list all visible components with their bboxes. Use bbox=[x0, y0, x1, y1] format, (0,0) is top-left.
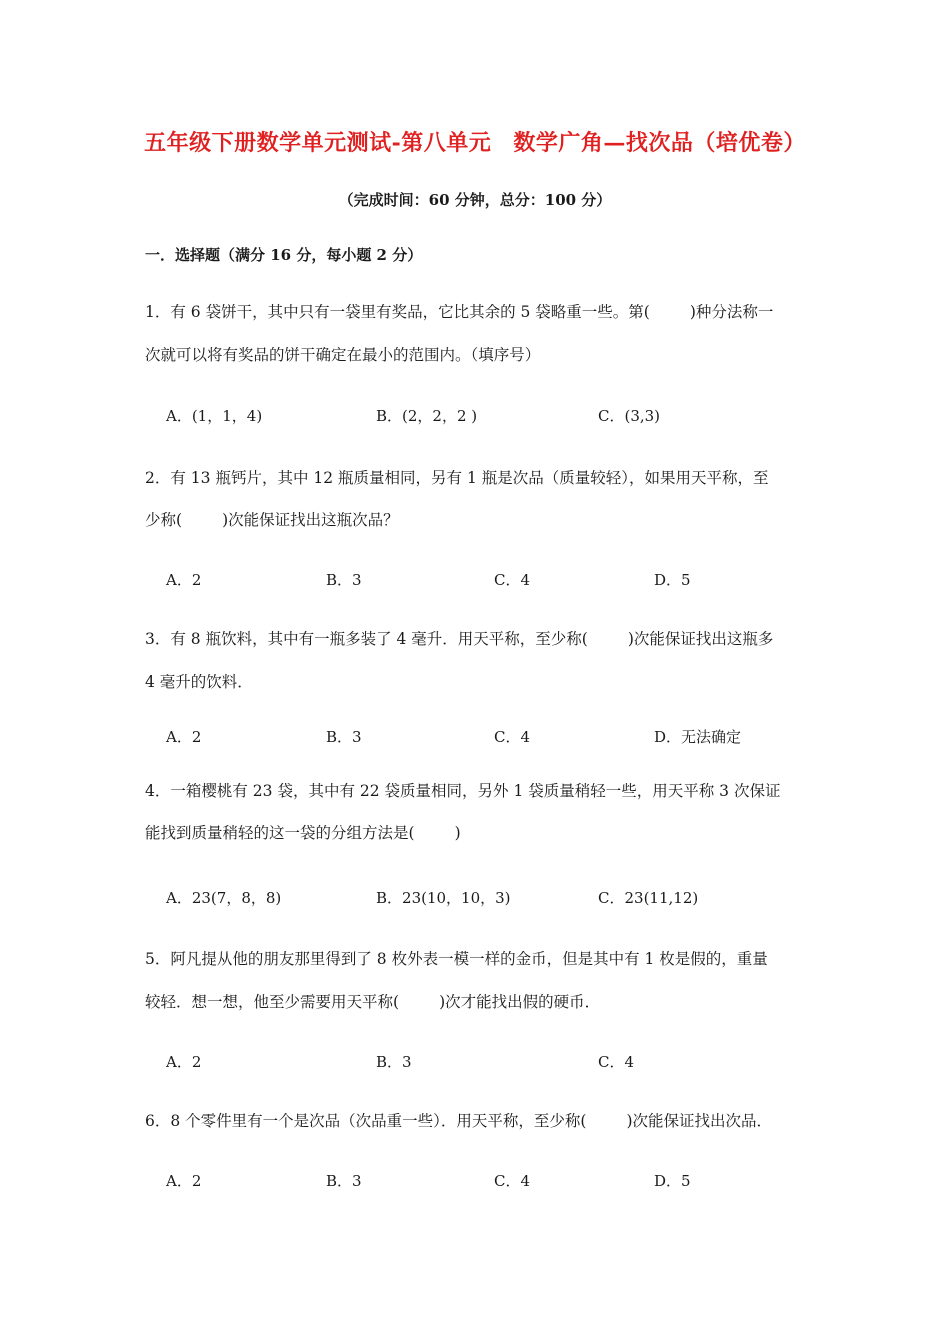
question-2-line-2: 少称( )次能保证找出这瓶次品？ bbox=[145, 511, 399, 529]
question-4-line-2: 能找到质量稍轻的这一袋的分组方法是( ) bbox=[145, 824, 461, 842]
question-1-option-a: A．(1，1，4) bbox=[166, 407, 263, 425]
question-2-option-a: A．2 bbox=[166, 571, 202, 589]
question-5-option-a: A．2 bbox=[166, 1053, 202, 1071]
question-2-line-1: 2．有 13 瓶钙片，其中 12 瓶质量相同，另有 1 瓶是次品（质量较轻），如果用天平称，至 bbox=[145, 469, 769, 487]
question-3-line-2: 4 毫升的饮料． bbox=[145, 673, 253, 691]
page-subtitle: （完成时间：60 分钟，总分：100 分） bbox=[338, 191, 612, 209]
question-1-option-b: B．(2，2，2 ) bbox=[376, 407, 478, 425]
question-4-option-c: C．23(11,12) bbox=[598, 889, 699, 907]
question-4-line-1: 4．一箱樱桃有 23 袋，其中有 22 袋质量相同，另外 1 袋质量稍轻一些，用天平称 3 次保证 bbox=[145, 782, 781, 800]
question-3-option-d: D．无法确定 bbox=[654, 728, 742, 746]
question-5-option-c: C．4 bbox=[598, 1053, 635, 1071]
question-3-line-1: 3．有 8 瓶饮料，其中有一瓶多装了 4 毫升．用天平称，至少称( )次能保证找出这瓶多 bbox=[145, 630, 774, 648]
question-1-option-c: C．(3,3) bbox=[598, 407, 661, 425]
question-5-line-1: 5．阿凡提从他的朋友那里得到了 8 枚外表一模一样的金币，但是其中有 1 枚是假的，重量 bbox=[145, 950, 768, 968]
question-4-option-b: B．23(10，10，3) bbox=[376, 889, 511, 907]
question-6-option-c: C．4 bbox=[494, 1172, 531, 1190]
question-3-option-b: B．3 bbox=[326, 728, 362, 746]
title-left: 五年级下册数学单元测试-第八单元 bbox=[144, 130, 492, 156]
question-2-option-c: C．4 bbox=[494, 571, 531, 589]
question-1-line-2: 次就可以将有奖品的饼干确定在最小的范围内。（填序号） bbox=[145, 346, 541, 364]
question-2-option-d: D．5 bbox=[654, 571, 691, 589]
question-2-option-b: B．3 bbox=[326, 571, 362, 589]
question-5-line-2: 较轻．想一想，他至少需要用天平称( )次才能找出假的硬币． bbox=[145, 993, 601, 1011]
question-3-option-a: A．2 bbox=[166, 728, 202, 746]
question-6-option-b: B．3 bbox=[326, 1172, 362, 1190]
question-6-line-1: 6．8 个零件里有一个是次品（次品重一些）．用天平称，至少称( )次能保证找出次品． bbox=[145, 1112, 773, 1130]
question-6-option-a: A．2 bbox=[166, 1172, 202, 1190]
question-4-option-a: A．23(7，8，8) bbox=[166, 889, 282, 907]
page-title bbox=[0, 126, 950, 157]
section-heading: 一．选择题（满分 16 分，每小题 2 分） bbox=[145, 246, 423, 264]
question-6-option-d: D．5 bbox=[654, 1172, 691, 1190]
question-3-option-c: C．4 bbox=[494, 728, 531, 746]
question-5-option-b: B．3 bbox=[376, 1053, 412, 1071]
title-right: 数学广角—找次品（培优卷） bbox=[513, 130, 806, 156]
question-1-line-1: 1．有 6 袋饼干，其中只有一袋里有奖品，它比其余的 5 袋略重一些。第( )种分法称一 bbox=[145, 303, 774, 321]
